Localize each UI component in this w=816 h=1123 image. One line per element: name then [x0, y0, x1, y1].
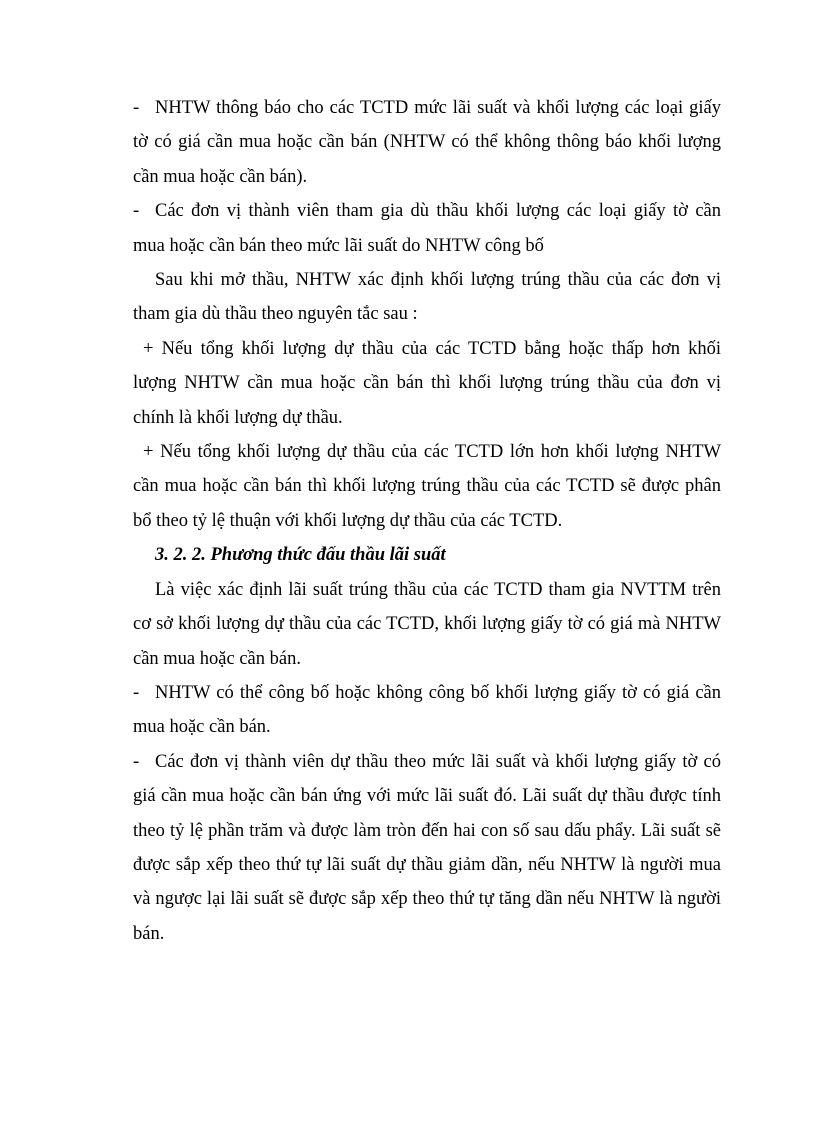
text-line: chính là khối lượng dự thầu.	[133, 407, 343, 428]
section-heading: 3. 2. 2. Phương thức đấu thầu lãi suất	[155, 545, 446, 566]
text-run: NHTW thông báo cho các TCTD mức lãi suất và khối lượng các loại giấy	[155, 98, 721, 118]
text-line: cần mua hoặc cần bán thì khối lượng trúng thầu của các TCTD sẽ được phân	[133, 476, 721, 497]
text-line: + Nếu tổng khối lượng dự thầu của các TCTD bằng hoặc thấp hơn khối	[143, 338, 721, 359]
text-line	[133, 91, 721, 125]
text-line: cần mua hoặc cần bán.	[133, 648, 301, 669]
bullet-dash: -	[133, 201, 140, 222]
document-body	[133, 91, 721, 951]
bullet-dash: -	[133, 98, 140, 118]
plus-paragraph-2	[133, 435, 721, 538]
text-line	[133, 194, 721, 228]
text-line: Là việc xác định lãi suất trúng thầu của các TCTD tham gia NVTTM trên	[155, 579, 721, 600]
text-run: Các đơn vị thành viên tham gia dù thầu khối lượng các loại giấy tờ cần	[155, 201, 721, 222]
paragraph-1	[133, 263, 721, 332]
text-line: giá cần mua hoặc cần bán ứng với mức lãi suất đó. Lãi suất dự thầu được tính	[133, 786, 721, 807]
text-line: cơ sở khối lượng dự thầu của các TCTD, khối lượng giấy tờ có giá mà NHTW	[133, 614, 721, 635]
bullet-dash: -	[133, 751, 140, 772]
paragraph-2	[133, 573, 721, 676]
text-run: NHTW có thể công bố hoặc không công bố khối lượng giấy tờ có giá cần	[155, 682, 721, 703]
bullet-dash: -	[133, 682, 140, 703]
text-line: mua hoặc cần bán.	[133, 717, 271, 738]
bullet-paragraph-1	[133, 91, 721, 194]
text-line	[133, 676, 721, 710]
text-run: Các đơn vị thành viên dự thầu theo mức lãi suất và khối lượng giấy tờ có	[155, 751, 721, 772]
text-line: theo tỷ lệ phần trăm và được làm tròn đến hai con số sau dấu phẩy. Lãi suất sẽ	[133, 820, 721, 841]
text-line: và ngược lại lãi suất sẽ được sắp xếp theo thứ tự tăng dần nếu NHTW là người	[133, 889, 721, 910]
text-line: Sau khi mở thầu, NHTW xác định khối lượng trúng thầu của các đơn vị	[155, 270, 721, 291]
text-line	[133, 745, 721, 779]
text-line: cần mua hoặc cần bán).	[133, 166, 308, 187]
text-line: được sắp xếp theo thứ tự lãi suất dự thầu giảm dần, nếu NHTW là người mua	[133, 854, 721, 875]
text-line: + Nếu tổng khối lượng dự thầu của các TCTD lớn hơn khối lượng NHTW	[143, 442, 721, 463]
text-line: mua hoặc cần bán theo mức lãi suất do NHTW công bố	[133, 235, 544, 256]
bullet-paragraph-4	[133, 745, 721, 951]
text-line: tham gia dù thầu theo nguyên tắc sau :	[133, 304, 418, 325]
bullet-paragraph-2	[133, 194, 721, 263]
text-line: tờ có giá cần mua hoặc cần bán (NHTW có thể không thông báo khối lượng	[133, 132, 721, 153]
text-line: lượng NHTW cần mua hoặc cần bán thì khối lượng trúng thầu của đơn vị	[133, 373, 721, 394]
bullet-paragraph-3	[133, 676, 721, 745]
text-line: bán.	[133, 923, 165, 944]
text-line: bổ theo tỷ lệ thuận với khối lượng dự thầu của các TCTD.	[133, 510, 563, 531]
plus-paragraph-1	[133, 332, 721, 435]
